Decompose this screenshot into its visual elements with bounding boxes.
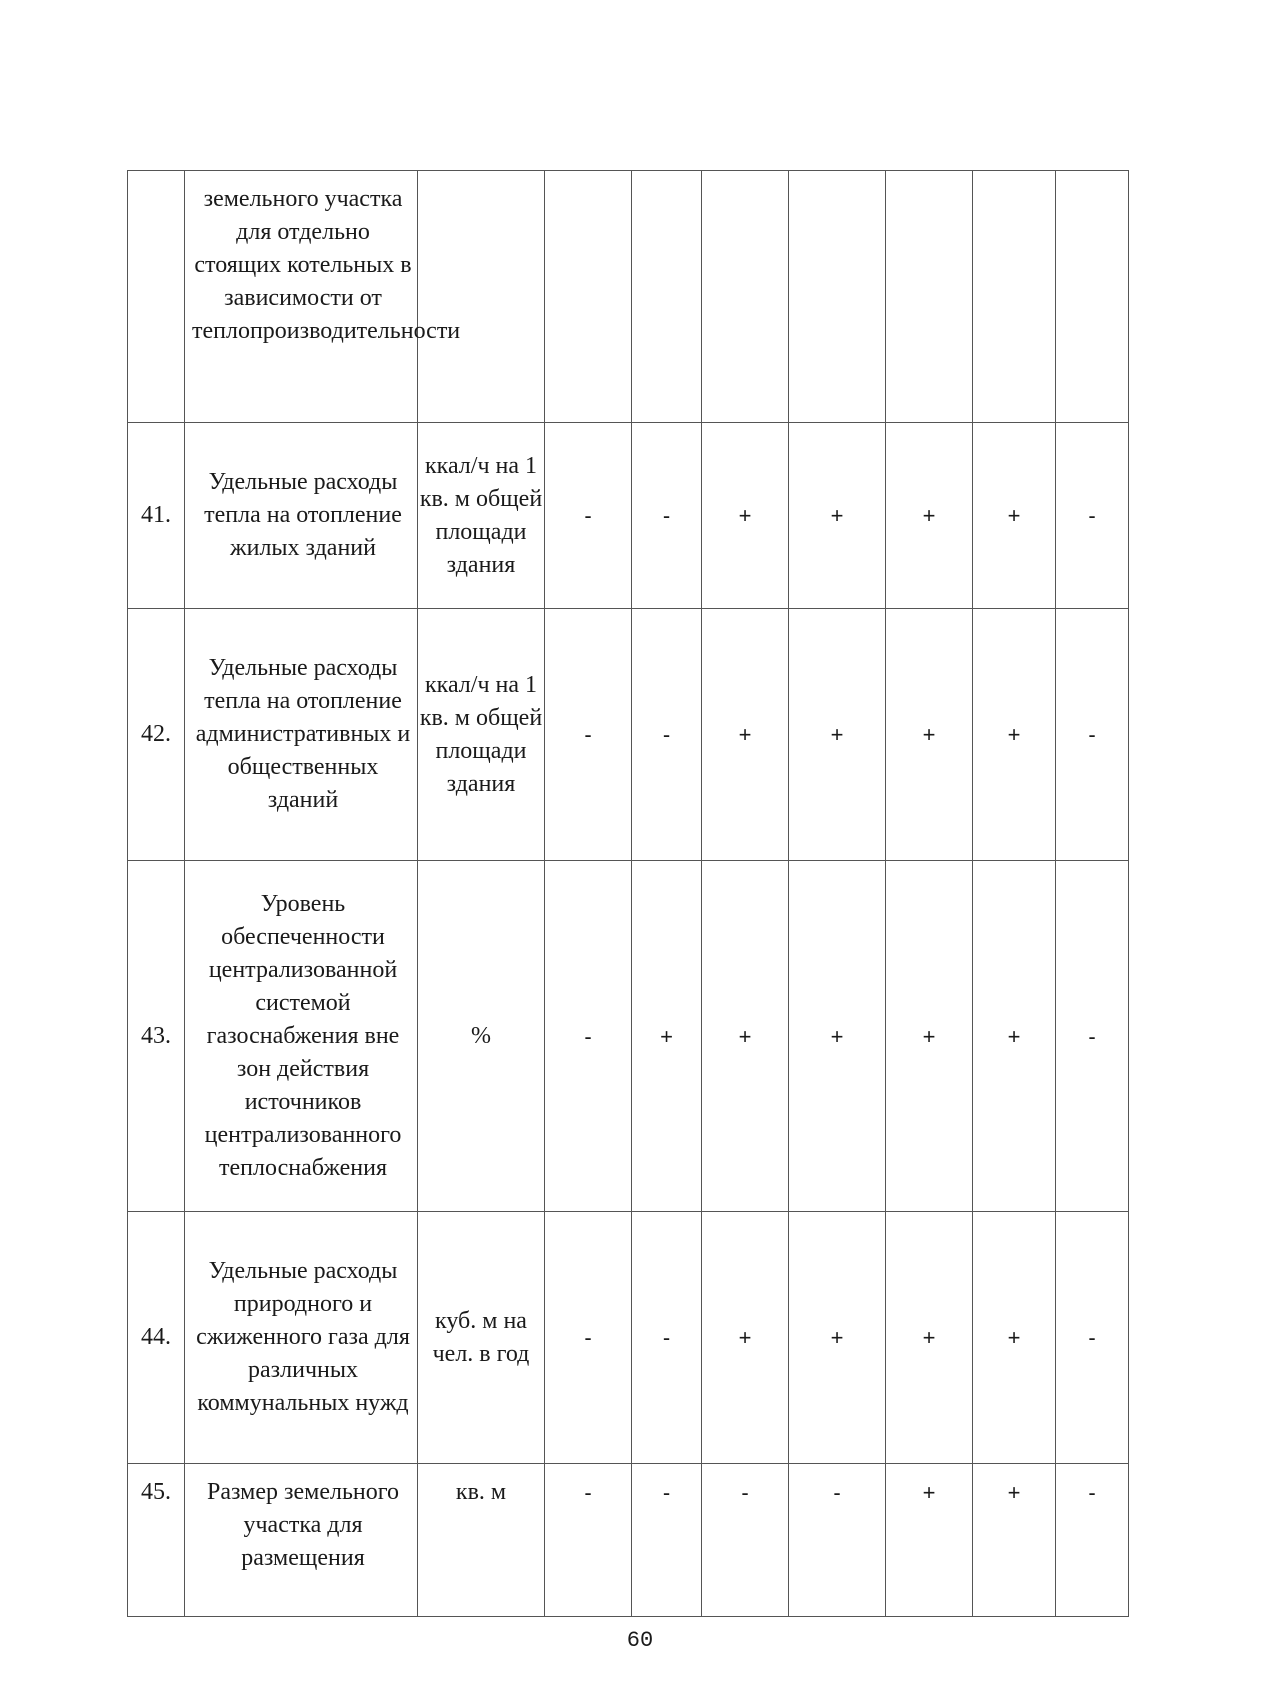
row-mark-7: - <box>1056 1464 1129 1617</box>
row-mark-2: - <box>632 1464 702 1617</box>
row-mark-2: - <box>632 609 702 861</box>
row-mark-3 <box>702 171 789 423</box>
row-unit: ккал/ч на 1 кв. м общей площади здания <box>418 609 545 861</box>
row-indicator-name: земельного участка для отдельно стоящих котельных в зависимости от теплопроизводительности <box>185 171 418 423</box>
row-indicator-name: Уровень обеспеченности централизованной системой газоснабжения вне зон действия источников централизованного теплоснабжения <box>185 861 418 1212</box>
row-mark-4: + <box>789 609 886 861</box>
row-mark-4: + <box>789 861 886 1212</box>
row-mark-7: - <box>1056 423 1129 609</box>
row-mark-5: + <box>886 1464 973 1617</box>
row-number: 45. <box>128 1464 185 1617</box>
table-row <box>128 171 1129 423</box>
row-mark-1: - <box>545 609 632 861</box>
row-mark-3: + <box>702 1212 789 1464</box>
row-unit: куб. м на чел. в год <box>418 1212 545 1464</box>
row-mark-5: + <box>886 609 973 861</box>
row-mark-2: - <box>632 423 702 609</box>
table-row <box>128 423 1129 609</box>
row-mark-6: + <box>973 423 1056 609</box>
table-row <box>128 1464 1129 1617</box>
row-unit <box>418 171 545 423</box>
row-mark-6 <box>973 171 1056 423</box>
row-mark-6: + <box>973 609 1056 861</box>
table-row <box>128 609 1129 861</box>
row-unit: % <box>418 861 545 1212</box>
row-mark-3: + <box>702 861 789 1212</box>
row-mark-6: + <box>973 1464 1056 1617</box>
row-indicator-name: Размер земельного участка для размещения <box>185 1464 418 1617</box>
row-mark-1: - <box>545 1212 632 1464</box>
row-mark-6: + <box>973 1212 1056 1464</box>
row-mark-2 <box>632 171 702 423</box>
row-indicator-name: Удельные расходы природного и сжиженного газа для различных коммунальных нужд <box>185 1212 418 1464</box>
row-number: 43. <box>128 861 185 1212</box>
row-mark-1: - <box>545 1464 632 1617</box>
row-mark-3: - <box>702 1464 789 1617</box>
row-mark-7 <box>1056 171 1129 423</box>
row-indicator-name: Удельные расходы тепла на отопление жилых зданий <box>185 423 418 609</box>
row-mark-3: + <box>702 609 789 861</box>
row-mark-7: - <box>1056 1212 1129 1464</box>
row-unit: кв. м <box>418 1464 545 1617</box>
row-mark-6: + <box>973 861 1056 1212</box>
row-number: 44. <box>128 1212 185 1464</box>
row-mark-7: - <box>1056 609 1129 861</box>
row-mark-5: + <box>886 861 973 1212</box>
row-number <box>128 171 185 423</box>
table-row <box>128 1212 1129 1464</box>
row-mark-1: - <box>545 861 632 1212</box>
row-mark-3: + <box>702 423 789 609</box>
row-mark-1: - <box>545 423 632 609</box>
row-mark-1 <box>545 171 632 423</box>
row-mark-4: - <box>789 1464 886 1617</box>
table-row <box>128 861 1129 1212</box>
row-mark-5: + <box>886 423 973 609</box>
row-number: 42. <box>128 609 185 861</box>
row-mark-4 <box>789 171 886 423</box>
row-mark-2: + <box>632 861 702 1212</box>
row-mark-4: + <box>789 423 886 609</box>
row-mark-5 <box>886 171 973 423</box>
row-mark-4: + <box>789 1212 886 1464</box>
row-indicator-name: Удельные расходы тепла на отопление административных и общественных зданий <box>185 609 418 861</box>
row-number: 41. <box>128 423 185 609</box>
indicators-table <box>127 170 1129 1617</box>
row-unit: ккал/ч на 1 кв. м общей площади здания <box>418 423 545 609</box>
row-mark-5: + <box>886 1212 973 1464</box>
row-mark-7: - <box>1056 861 1129 1212</box>
row-mark-2: - <box>632 1212 702 1464</box>
page-number: 60 <box>626 1628 654 1653</box>
